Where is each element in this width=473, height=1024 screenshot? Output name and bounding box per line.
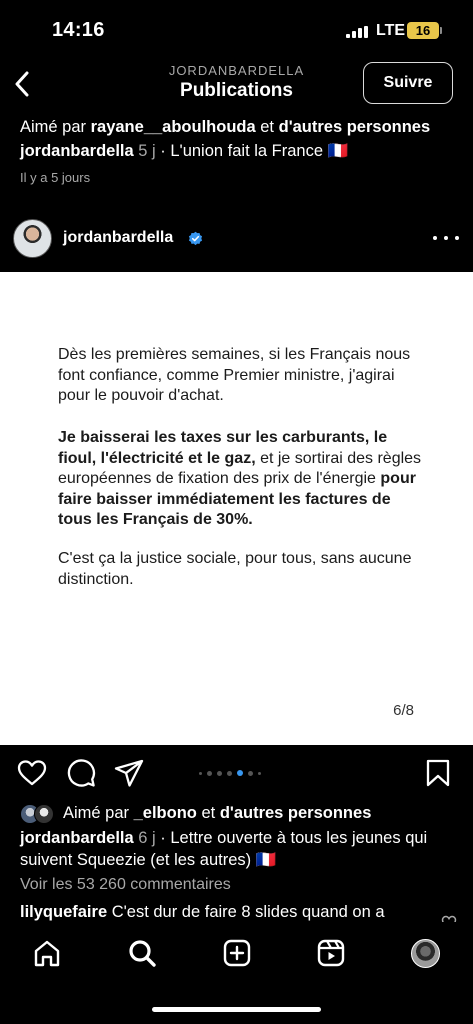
tab-profile-avatar[interactable] — [411, 939, 440, 968]
follow-button[interactable]: Suivre — [363, 62, 453, 104]
liked-others[interactable]: d'autres personnes — [278, 118, 431, 136]
network-label: LTE — [376, 22, 406, 39]
create-icon — [222, 938, 252, 968]
slide-bold-1: Je baisserai les taxes sur les carburants, le fioul, l'électricité et le gaz, — [58, 429, 388, 467]
previous-post-likes[interactable] — [20, 118, 430, 137]
battery-icon: 16 — [407, 22, 439, 39]
slide-paragraph-3: C'est ça la justice sociale, pour tous, sans aucune distinction. — [58, 550, 412, 588]
tab-search[interactable] — [127, 938, 157, 968]
caption-user[interactable]: jordanbardella — [20, 142, 134, 160]
carousel-dots — [199, 769, 279, 777]
likes-mid: et — [196, 804, 220, 822]
caption-user[interactable]: jordanbardella — [20, 829, 134, 847]
battery-tip — [440, 27, 442, 34]
carousel-dot — [199, 772, 202, 775]
slide-paragraph-2 — [58, 428, 428, 531]
post-actions — [0, 755, 473, 795]
share-icon[interactable] — [113, 757, 145, 789]
caption-age: 5 j — [133, 142, 156, 160]
header-account: JORDANBARDELLA — [168, 63, 305, 78]
carousel-dot — [237, 770, 243, 776]
home-icon — [32, 938, 62, 968]
slide-bold-2: pour faire baisser immédiatement les factures de tous les Français de 30%. — [58, 470, 416, 528]
signal-icon — [346, 26, 368, 38]
post-slide[interactable] — [0, 272, 473, 745]
liked-by-avatars — [20, 804, 58, 824]
reels-icon — [316, 938, 346, 968]
home-indicator — [152, 1007, 321, 1012]
tab-reels[interactable] — [316, 938, 346, 968]
comment-user[interactable]: lilyquefaire — [20, 903, 108, 921]
carousel-dot — [248, 771, 253, 776]
previous-post-caption — [20, 142, 348, 161]
avatar[interactable] — [13, 219, 52, 258]
tab-bar — [0, 922, 473, 1024]
likes-mid: et — [255, 118, 279, 136]
status-bar — [0, 0, 473, 58]
comment-icon[interactable] — [65, 757, 97, 789]
page-title: Publications — [180, 80, 293, 101]
tab-create[interactable] — [222, 938, 252, 968]
comment-text: C'est dur de faire 8 slides quand on a — [107, 903, 385, 921]
carousel-dot — [258, 772, 261, 775]
heart-icon[interactable] — [16, 757, 48, 789]
caption-text: · L'union fait la France 🇫🇷 — [155, 142, 349, 160]
likes-prefix: Aimé par — [20, 118, 91, 136]
verified-badge-icon — [188, 231, 203, 246]
status-time: 14:16 — [52, 19, 105, 41]
liked-others[interactable]: d'autres personnes — [219, 804, 372, 822]
carousel-dot — [217, 771, 222, 776]
likes-prefix: Aimé par — [63, 804, 134, 822]
liked-user[interactable]: _elbono — [133, 804, 197, 822]
post-caption — [20, 828, 460, 871]
carousel-dot — [207, 771, 212, 776]
slide-normal: et je sortirai des règles européennes de fixation des prix de l'énergie — [58, 449, 422, 487]
search-icon — [127, 938, 157, 968]
liked-user[interactable]: rayane__aboulhouda — [90, 118, 256, 136]
previous-post-time: Il y a 5 jours — [20, 170, 91, 185]
slide-page-indicator: 6/8 — [393, 702, 414, 719]
view-comments-link[interactable]: Voir les 53 260 commentaires — [20, 876, 231, 893]
carousel-dot — [227, 771, 232, 776]
caption-text: · Lettre ouverte à tous les jeunes qui suivent Squeezie (et les autres) 🇫🇷 — [20, 829, 428, 869]
caption-age: 6 j — [133, 829, 156, 847]
tab-home[interactable] — [32, 938, 62, 968]
bookmark-icon[interactable] — [422, 757, 454, 789]
post-likes[interactable] — [20, 803, 460, 827]
page-header — [0, 58, 473, 110]
post-username[interactable]: jordanbardella — [63, 229, 174, 246]
post-header — [0, 218, 473, 262]
more-options-icon[interactable] — [433, 228, 459, 248]
slide-paragraph-1: Dès les premières semaines, si les Français nous font confiance, comme Premier ministre, j'agirai pour le pouvoir d'achat. — [58, 346, 411, 404]
